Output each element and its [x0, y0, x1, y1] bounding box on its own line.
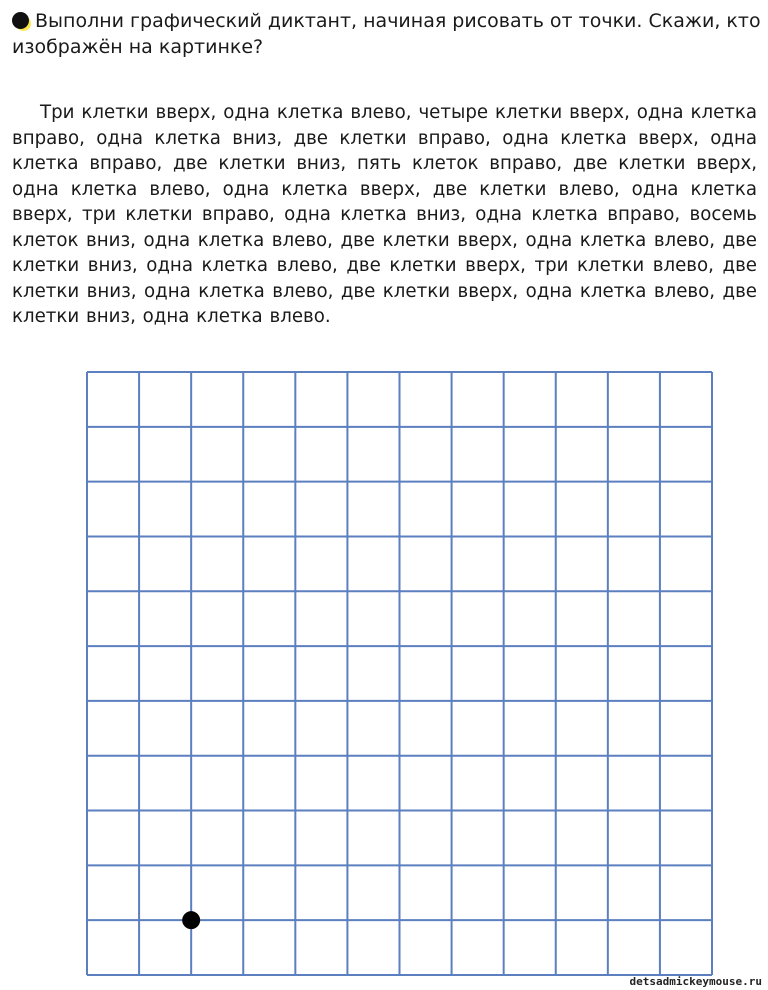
grid-svg[interactable]	[86, 371, 713, 976]
watermark: detsadmickeymouse.ru	[629, 975, 762, 988]
task-instruction	[12, 8, 762, 60]
task-text: Выполни графический диктант, начиная рисовать от точки. Скажи, кто изображён на картинке?	[12, 10, 761, 58]
drawing-grid[interactable]	[86, 371, 713, 976]
dictation-text: Три клетки вверх, одна клетка влево, четыре клетки вверх, одна клетка вправо, одна клетка вниз, две клетки вправо, одна клетка вверх, одна клетка вправо, две клетки вниз, пять клеток вправо, две клетки вверх, одна клетка влево, одна клетка вверх, две клетки влево, одна клетка вверх, три клетки вправо, одна клетка вниз, одна клетка вправо, восемь клеток вниз, одна клетка влево, две клетки вверх, одна клетка влево, две клетки вниз, одна клетка влево, две клетки вверх, три клетки влево, две клетки вниз, одна клетка влево, две клетки вверх, одна клетка влево, две клетки вниз, одна клетка влево.	[12, 102, 757, 327]
black-dot-bullet-icon	[12, 12, 29, 29]
start-point-dot	[182, 911, 200, 929]
